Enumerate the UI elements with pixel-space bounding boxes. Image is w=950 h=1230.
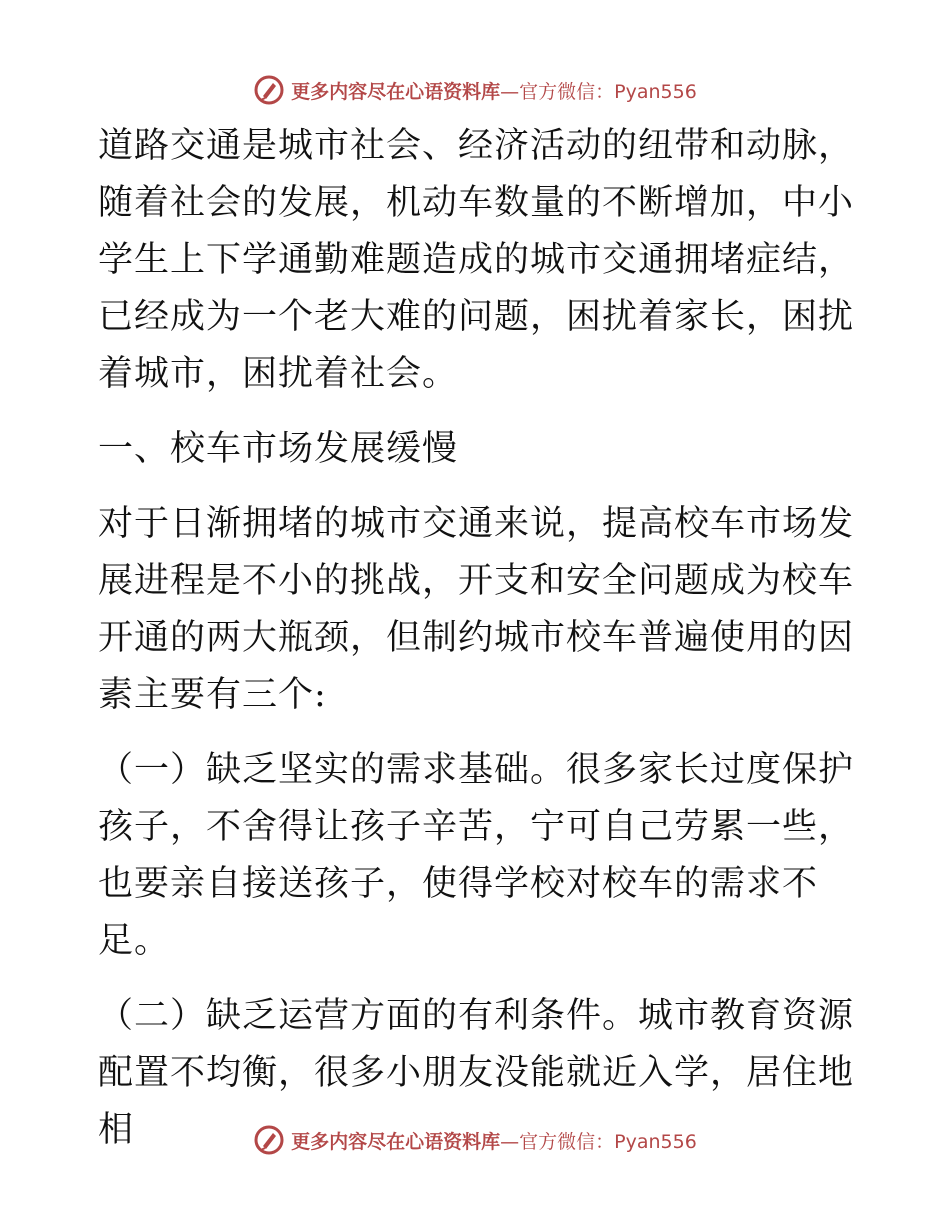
pen-logo-icon <box>253 1124 285 1156</box>
section-heading: 一、校车市场发展缓慢 <box>98 429 459 469</box>
footer-text: 更多内容尽在心语资料库—官方微信：Pyan556 <box>291 1130 697 1153</box>
paragraph-intro: 道路交通是城市社会、经济活动的纽带和动脉，随着社会的发展，机动车数量的不断增加，中小学生上下学通勤难题造成的城市交通拥堵症结，已经成为一个老大难的问题，困扰着家长，困扰着城市，困扰着社会。 <box>98 126 855 394</box>
pen-logo-icon <box>253 74 285 106</box>
paragraph-demand: （一）缺乏坚实的需求基础。很多家长过度保护孩子，不舍得让孩子辛苦，宁可自己劳累一些，也要亲自接送孩子，使得学校对校车的需求不足。 <box>98 750 855 961</box>
header-banner <box>0 70 950 110</box>
footer-banner <box>0 1120 950 1160</box>
paragraph-operation: （二）缺乏运营方面的有利条件。城市教育资源配置不均衡，很多小朋友没能就近入学，居住地相 <box>98 996 855 1150</box>
document-body <box>98 118 858 1159</box>
paragraph-challenges: 对于日渐拥堵的城市交通来说，提高校车市场发展进程是不小的挑战，开支和安全问题成为校车开通的两大瓶颈，但制约城市校车普遍使用的因素主要有三个: <box>98 504 855 715</box>
header-text: 更多内容尽在心语资料库—官方微信：Pyan556 <box>291 80 697 103</box>
